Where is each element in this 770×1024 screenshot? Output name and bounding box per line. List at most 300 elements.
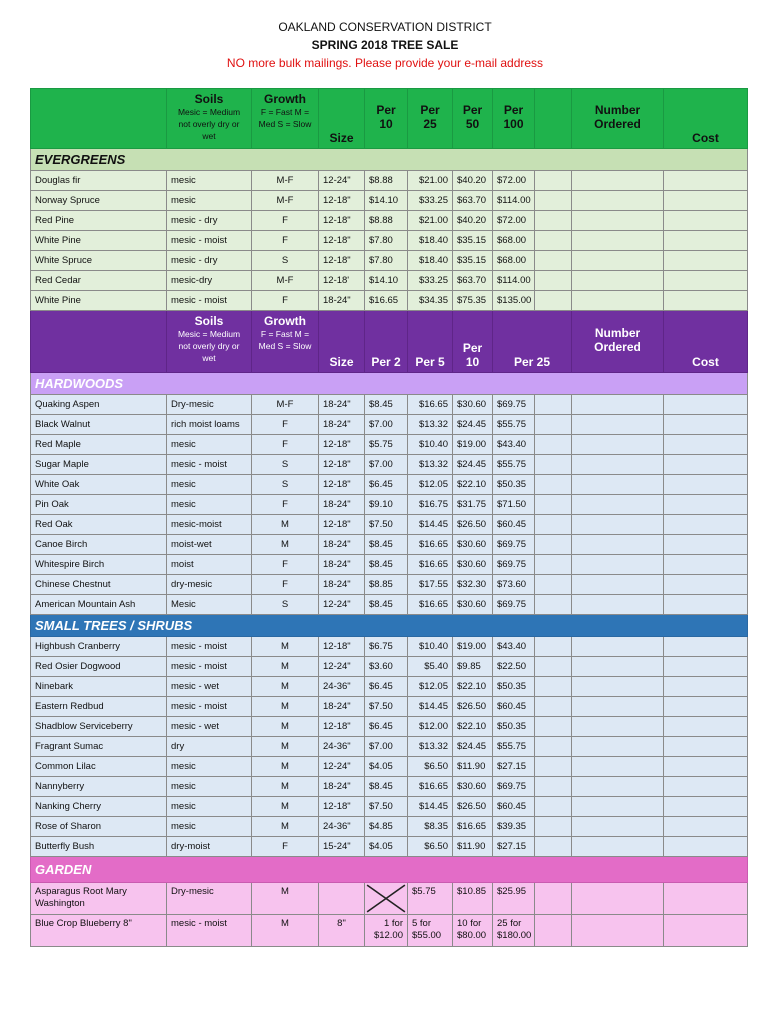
table-row	[31, 657, 748, 677]
plant-name: Pin Oak	[31, 495, 167, 515]
growth-rate: F	[252, 555, 319, 575]
growth-rate: F	[252, 231, 319, 251]
growth-rate: M	[252, 915, 319, 947]
soils-header: Soils Mesic = Medium not overly dry or wet	[167, 311, 252, 373]
soil-type: mesic - moist	[167, 231, 252, 251]
org-name: OAKLAND CONSERVATION DISTRICT	[278, 20, 492, 34]
number-ordered-header: Number Ordered	[572, 89, 664, 149]
price-3: $10.85	[453, 883, 493, 915]
price-4: $50.35	[493, 677, 535, 697]
cost-input[interactable]	[664, 395, 748, 415]
title-block	[0, 18, 770, 72]
soil-type: moist	[167, 555, 252, 575]
spacer-cell	[535, 271, 572, 291]
cost-input[interactable]	[664, 415, 748, 435]
number-ordered-input[interactable]	[572, 575, 664, 595]
plant-name: Red Oak	[31, 515, 167, 535]
cost-input[interactable]	[664, 837, 748, 857]
cost-input[interactable]	[664, 291, 748, 311]
price-4: $73.60	[493, 575, 535, 595]
number-ordered-input[interactable]	[572, 515, 664, 535]
plant-size: 12-18"	[319, 191, 365, 211]
soil-type: mesic - wet	[167, 717, 252, 737]
number-ordered-input[interactable]	[572, 251, 664, 271]
price-2: $21.00	[408, 211, 453, 231]
plant-size: 18-24"	[319, 495, 365, 515]
number-ordered-input[interactable]	[572, 817, 664, 837]
evergreens-rows	[31, 171, 748, 311]
plant-name: Black Walnut	[31, 415, 167, 435]
number-ordered-input[interactable]	[572, 757, 664, 777]
plant-name: Ninebark	[31, 677, 167, 697]
plant-name: Douglas fir	[31, 171, 167, 191]
price-4: $69.75	[493, 595, 535, 615]
price-3: $11.90	[453, 837, 493, 857]
plant-size: 18-24"	[319, 291, 365, 311]
cost-input[interactable]	[664, 817, 748, 837]
cost-input[interactable]	[664, 717, 748, 737]
soil-type: mesic	[167, 495, 252, 515]
price-4: 25 for $180.00	[493, 915, 535, 947]
table-row	[31, 737, 748, 757]
price-2: $17.55	[408, 575, 453, 595]
name-header	[31, 89, 167, 149]
price-2: $16.65	[408, 777, 453, 797]
price-2: $13.32	[408, 737, 453, 757]
price-2: $14.45	[408, 797, 453, 817]
plant-name: White Spruce	[31, 251, 167, 271]
price-4: $55.75	[493, 455, 535, 475]
price-2: $12.00	[408, 717, 453, 737]
cost-input[interactable]	[664, 575, 748, 595]
growth-rate: M	[252, 515, 319, 535]
soil-type: mesic - moist	[167, 915, 252, 947]
cost-input[interactable]	[664, 271, 748, 291]
small-trees-rows	[31, 637, 748, 857]
price-1: $7.50	[365, 697, 408, 717]
plant-size: 18-24"	[319, 395, 365, 415]
number-ordered-input[interactable]	[572, 395, 664, 415]
growth-rate: M-F	[252, 171, 319, 191]
soil-type: mesic - moist	[167, 637, 252, 657]
cost-input[interactable]	[664, 211, 748, 231]
evergreens-section-row	[31, 149, 748, 171]
cost-input[interactable]	[664, 637, 748, 657]
cost-input[interactable]	[664, 677, 748, 697]
number-ordered-input[interactable]	[572, 415, 664, 435]
price-2: $10.40	[408, 637, 453, 657]
price-2: $12.05	[408, 475, 453, 495]
per-100-header: Per 100	[493, 89, 535, 149]
per-25-header: Per 25	[408, 89, 453, 149]
hardwoods-section-row	[31, 373, 748, 395]
price-2: $12.05	[408, 677, 453, 697]
soil-type: dry-mesic	[167, 575, 252, 595]
price-1: $6.45	[365, 475, 408, 495]
tree-sale-table	[30, 88, 748, 947]
table-row	[31, 475, 748, 495]
cost-input[interactable]	[664, 251, 748, 271]
hardwoods-section-title: HARDWOODS	[31, 373, 748, 395]
number-ordered-input[interactable]	[572, 697, 664, 717]
growth-rate: S	[252, 251, 319, 271]
price-2: $14.45	[408, 515, 453, 535]
price-1: $7.00	[365, 455, 408, 475]
price-1: $14.10	[365, 191, 408, 211]
plant-name: Asparagus Root Mary Washington	[31, 883, 167, 915]
spacer-cell	[535, 637, 572, 657]
cost-input[interactable]	[664, 455, 748, 475]
plant-size: 24-36"	[319, 737, 365, 757]
price-3: $19.00	[453, 637, 493, 657]
plant-size: 18-24"	[319, 555, 365, 575]
number-ordered-input[interactable]	[572, 883, 664, 915]
cost-input[interactable]	[664, 435, 748, 455]
growth-rate: M	[252, 757, 319, 777]
price-2: $21.00	[408, 171, 453, 191]
price-1: $8.45	[365, 777, 408, 797]
price-1: $7.50	[365, 797, 408, 817]
price-3: $26.50	[453, 797, 493, 817]
price-1: $7.00	[365, 737, 408, 757]
table-row	[31, 595, 748, 615]
price-1: $6.45	[365, 677, 408, 697]
not-available-mark	[365, 883, 408, 915]
cost-input[interactable]	[664, 737, 748, 757]
price-4: $43.40	[493, 637, 535, 657]
number-ordered-input[interactable]	[572, 231, 664, 251]
spacer-cell	[535, 915, 572, 947]
name-header	[31, 311, 167, 373]
hardwoods-rows	[31, 395, 748, 615]
growth-rate: M	[252, 535, 319, 555]
growth-rate: F	[252, 291, 319, 311]
price-2: $16.75	[408, 495, 453, 515]
price-3: $32.30	[453, 575, 493, 595]
cost-input[interactable]	[664, 883, 748, 915]
soil-type: mesic - moist	[167, 291, 252, 311]
plant-size: 12-24"	[319, 757, 365, 777]
number-ordered-input[interactable]	[572, 777, 664, 797]
spacer-cell	[535, 291, 572, 311]
price-3: $35.15	[453, 231, 493, 251]
cost-input[interactable]	[664, 915, 748, 947]
growth-rate: F	[252, 837, 319, 857]
price-4: $68.00	[493, 251, 535, 271]
plant-name: Rose of Sharon	[31, 817, 167, 837]
growth-rate: M	[252, 737, 319, 757]
number-ordered-input[interactable]	[572, 595, 664, 615]
plant-size: 18-24"	[319, 697, 365, 717]
price-4: $69.75	[493, 555, 535, 575]
plant-name: Red Cedar	[31, 271, 167, 291]
cost-input[interactable]	[664, 657, 748, 677]
number-ordered-input[interactable]	[572, 271, 664, 291]
number-ordered-input[interactable]	[572, 677, 664, 697]
price-3: $31.75	[453, 495, 493, 515]
spacer-cell	[535, 555, 572, 575]
spacer-cell	[535, 837, 572, 857]
growth-rate: M	[252, 777, 319, 797]
cost-input[interactable]	[664, 535, 748, 555]
price-2: $13.32	[408, 415, 453, 435]
cost-input[interactable]	[664, 797, 748, 817]
price-3: $24.45	[453, 455, 493, 475]
growth-rate: M	[252, 717, 319, 737]
plant-size: 12-24"	[319, 595, 365, 615]
growth-rate: M	[252, 697, 319, 717]
growth-rate: F	[252, 575, 319, 595]
table-row	[31, 637, 748, 657]
price-3: $30.60	[453, 595, 493, 615]
number-ordered-input[interactable]	[572, 211, 664, 231]
cost-input[interactable]	[664, 777, 748, 797]
price-3: $22.10	[453, 677, 493, 697]
table-row	[31, 817, 748, 837]
price-4: $27.15	[493, 757, 535, 777]
spacer-cell	[535, 171, 572, 191]
plant-size: 12-18"	[319, 211, 365, 231]
number-ordered-input[interactable]	[572, 475, 664, 495]
price-2: $14.45	[408, 697, 453, 717]
spacer-cell	[535, 883, 572, 915]
price-2: $6.50	[408, 757, 453, 777]
price-3: $16.65	[453, 817, 493, 837]
per-2-header: Per 2	[365, 311, 408, 373]
price-4: $27.15	[493, 837, 535, 857]
cost-input[interactable]	[664, 231, 748, 251]
table-row	[31, 757, 748, 777]
plant-name: Red Pine	[31, 211, 167, 231]
price-3: $75.35	[453, 291, 493, 311]
price-2: $16.65	[408, 535, 453, 555]
growth-rate: M	[252, 797, 319, 817]
number-ordered-input[interactable]	[572, 455, 664, 475]
table-row	[31, 455, 748, 475]
soil-type: mesic - moist	[167, 697, 252, 717]
price-2: $33.25	[408, 191, 453, 211]
growth-rate: F	[252, 495, 319, 515]
table-row	[31, 883, 748, 915]
garden-section-row	[31, 857, 748, 883]
price-3: $35.15	[453, 251, 493, 271]
number-ordered-input[interactable]	[572, 535, 664, 555]
price-1: $4.05	[365, 837, 408, 857]
plant-name: Common Lilac	[31, 757, 167, 777]
spacer-header	[535, 89, 572, 149]
number-ordered-input[interactable]	[572, 291, 664, 311]
price-1: $7.50	[365, 515, 408, 535]
soil-type: mesic	[167, 171, 252, 191]
per-10-header: Per 10	[365, 89, 408, 149]
spacer-cell	[535, 595, 572, 615]
price-1: 1 for $12.00	[365, 915, 408, 947]
number-ordered-input[interactable]	[572, 657, 664, 677]
cost-input[interactable]	[664, 171, 748, 191]
table-row	[31, 435, 748, 455]
growth-header: Growth F = Fast M = Med S = Slow	[252, 311, 319, 373]
plant-name: Butterfly Bush	[31, 837, 167, 857]
cost-input[interactable]	[664, 495, 748, 515]
table-row	[31, 251, 748, 271]
plant-name: White Pine	[31, 231, 167, 251]
plant-size: 18-24"	[319, 777, 365, 797]
plant-size: 12-18"	[319, 717, 365, 737]
soil-type: mesic - dry	[167, 211, 252, 231]
soil-type: mesic - moist	[167, 455, 252, 475]
number-ordered-input[interactable]	[572, 435, 664, 455]
price-1: $8.45	[365, 395, 408, 415]
soil-type: mesic - moist	[167, 657, 252, 677]
cost-input[interactable]	[664, 555, 748, 575]
price-4: $69.75	[493, 395, 535, 415]
spacer-cell	[535, 475, 572, 495]
number-ordered-input[interactable]	[572, 171, 664, 191]
plant-name: Shadblow Serviceberry	[31, 717, 167, 737]
price-4: $114.00	[493, 191, 535, 211]
plant-size: 12-18"	[319, 797, 365, 817]
table-row	[31, 515, 748, 535]
spacer-cell	[535, 817, 572, 837]
price-4: $72.00	[493, 171, 535, 191]
table-row	[31, 211, 748, 231]
spacer-cell	[535, 797, 572, 817]
per-25-header: Per 25	[493, 311, 572, 373]
cost-input[interactable]	[664, 191, 748, 211]
price-2: $18.40	[408, 231, 453, 251]
plant-size: 12-24"	[319, 171, 365, 191]
growth-rate: S	[252, 475, 319, 495]
price-2: $18.40	[408, 251, 453, 271]
spacer-cell	[535, 231, 572, 251]
price-3: 10 for $80.00	[453, 915, 493, 947]
cost-input[interactable]	[664, 515, 748, 535]
number-ordered-input[interactable]	[572, 915, 664, 947]
price-1: $8.88	[365, 171, 408, 191]
plant-size: 12-18'	[319, 271, 365, 291]
table-row	[31, 717, 748, 737]
price-2: $16.65	[408, 555, 453, 575]
price-4: $43.40	[493, 435, 535, 455]
plant-size: 12-18"	[319, 475, 365, 495]
price-4: $69.75	[493, 535, 535, 555]
growth-rate: M-F	[252, 191, 319, 211]
size-header: Size	[319, 311, 365, 373]
table-row	[31, 171, 748, 191]
price-3: $30.60	[453, 395, 493, 415]
plant-size: 12-18"	[319, 515, 365, 535]
price-3: $19.00	[453, 435, 493, 455]
garden-section-title: GARDEN	[31, 857, 748, 883]
price-2: $16.65	[408, 595, 453, 615]
price-1: $8.45	[365, 535, 408, 555]
number-ordered-input[interactable]	[572, 837, 664, 857]
price-2: $8.35	[408, 817, 453, 837]
price-1: $8.85	[365, 575, 408, 595]
price-3: $26.50	[453, 515, 493, 535]
price-4: $114.00	[493, 271, 535, 291]
plant-name: Canoe Birch	[31, 535, 167, 555]
spacer-cell	[535, 395, 572, 415]
table-row	[31, 395, 748, 415]
growth-rate: M-F	[252, 271, 319, 291]
price-1: $7.00	[365, 415, 408, 435]
table-row	[31, 291, 748, 311]
number-ordered-input[interactable]	[572, 191, 664, 211]
price-3: $24.45	[453, 415, 493, 435]
number-ordered-input[interactable]	[572, 637, 664, 657]
plant-name: Fragrant Sumac	[31, 737, 167, 757]
cost-input[interactable]	[664, 757, 748, 777]
number-ordered-input[interactable]	[572, 495, 664, 515]
price-2: $33.25	[408, 271, 453, 291]
table-row	[31, 575, 748, 595]
soil-type: rich moist loams	[167, 415, 252, 435]
size-header: Size	[319, 89, 365, 149]
table-row	[31, 415, 748, 435]
plant-name: Quaking Aspen	[31, 395, 167, 415]
number-ordered-input[interactable]	[572, 555, 664, 575]
price-1: $6.45	[365, 717, 408, 737]
plant-size: 12-18"	[319, 231, 365, 251]
plant-name: Highbush Cranberry	[31, 637, 167, 657]
plant-name: Blue Crop Blueberry 8"	[31, 915, 167, 947]
price-4: $22.50	[493, 657, 535, 677]
price-1: $16.65	[365, 291, 408, 311]
cost-input[interactable]	[664, 475, 748, 495]
price-3: $26.50	[453, 697, 493, 717]
spacer-cell	[535, 575, 572, 595]
cost-header: Cost	[664, 89, 748, 149]
price-4: $25.95	[493, 883, 535, 915]
number-ordered-input[interactable]	[572, 797, 664, 817]
plant-name: Eastern Redbud	[31, 697, 167, 717]
garden-rows	[31, 883, 748, 947]
spacer-cell	[535, 535, 572, 555]
cost-input[interactable]	[664, 697, 748, 717]
soil-type: dry-moist	[167, 837, 252, 857]
price-1: $4.05	[365, 757, 408, 777]
spacer-cell	[535, 515, 572, 535]
plant-size: 8"	[319, 915, 365, 947]
spacer-cell	[535, 737, 572, 757]
price-2: $6.50	[408, 837, 453, 857]
growth-rate: S	[252, 455, 319, 475]
soil-type: mesic	[167, 435, 252, 455]
price-3: $11.90	[453, 757, 493, 777]
table-row	[31, 535, 748, 555]
plant-size: 12-18"	[319, 637, 365, 657]
price-4: $60.45	[493, 797, 535, 817]
spacer-cell	[535, 211, 572, 231]
number-ordered-input[interactable]	[572, 717, 664, 737]
soil-type: mesic	[167, 475, 252, 495]
price-4: $68.00	[493, 231, 535, 251]
plant-name: Norway Spruce	[31, 191, 167, 211]
table-row	[31, 797, 748, 817]
cost-input[interactable]	[664, 595, 748, 615]
per-10-header: Per 10	[453, 311, 493, 373]
number-ordered-input[interactable]	[572, 737, 664, 757]
plant-name: American Mountain Ash	[31, 595, 167, 615]
price-2: 5 for $55.00	[408, 915, 453, 947]
plant-name: Chinese Chestnut	[31, 575, 167, 595]
price-2: $5.75	[408, 883, 453, 915]
table-row	[31, 555, 748, 575]
price-4: $39.35	[493, 817, 535, 837]
soils-header: Soils Mesic = Medium not overly dry or wet	[167, 89, 252, 149]
table-row	[31, 677, 748, 697]
